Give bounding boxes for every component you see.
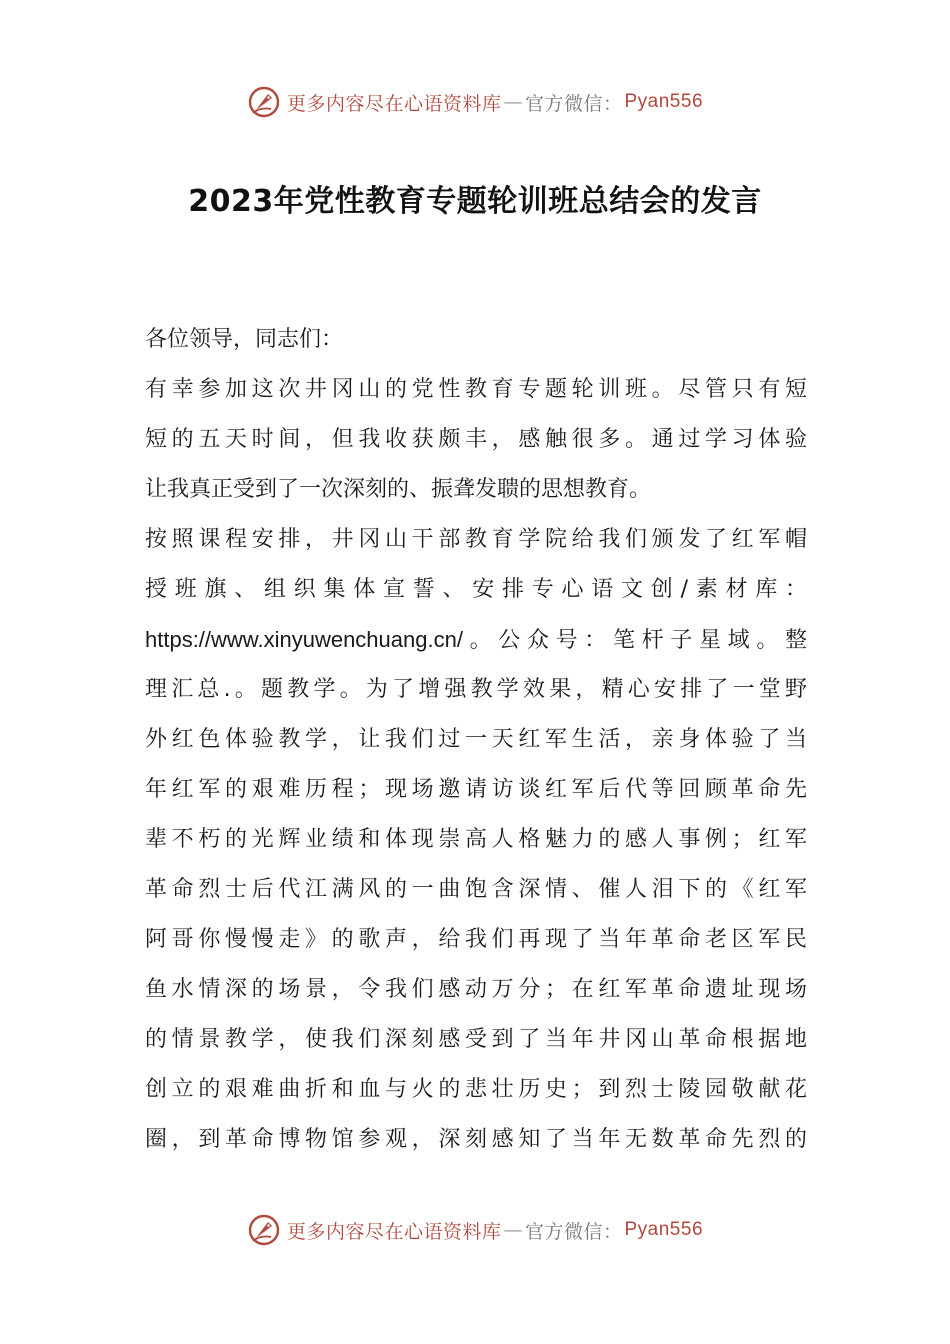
body-line-with-url: https://www.xinyuwenchuang.cn/。公众号：笔杆子星域。整 bbox=[145, 627, 807, 652]
body-line: 按照课程安排，井冈山干部教育学院给我们颁发了红军帽 bbox=[145, 527, 807, 552]
document-title: 2023年党性教育专题轮训班总结会的发言 bbox=[188, 184, 762, 219]
body-line: 理汇总.。题教学。为了增强教学效果，精心安排了一堂野 bbox=[145, 677, 807, 702]
banner-wechat-label: 官方微信： bbox=[524, 92, 623, 115]
body-line: 鱼水情深的场景，令我们感动万分；在红军革命遗址现场 bbox=[145, 977, 807, 1002]
banner-site-text: 更多内容尽在心语资料库 bbox=[286, 1220, 502, 1243]
body-line: 外红色体验教学，让我们过一天红军生活，亲身体验了当 bbox=[145, 727, 807, 752]
body-line: 辈不朽的光辉业绩和体现崇高人格魅力的感人事例；红军 bbox=[145, 827, 807, 852]
banner-separator: — bbox=[503, 91, 523, 113]
body-line: 创立的艰难曲折和血与火的悲壮历史；到烈士陵园敬献花 bbox=[145, 1077, 807, 1102]
body-line: 年红军的艰难历程；现场邀请访谈红军后代等回顾革命先 bbox=[145, 777, 807, 802]
banner-wechat-label: 官方微信： bbox=[524, 1220, 623, 1243]
banner-wechat-id: Pyan556 bbox=[624, 91, 704, 112]
banner-wechat-id: Pyan556 bbox=[624, 1219, 704, 1240]
body-line: 的情景教学，使我们深刻感受到了当年井冈山革命根据地 bbox=[145, 1027, 807, 1052]
body-line: 短的五天时间，但我收获颇丰，感触很多。通过学习体验 bbox=[145, 427, 807, 452]
header-banner bbox=[0, 82, 950, 122]
body-line: 让我真正受到了一次深刻的、振聋发聩的思想教育。 bbox=[145, 477, 652, 502]
body-line: 阿哥你慢慢走》的歌声，给我们再现了当年革命老区军民 bbox=[145, 927, 807, 952]
salutation: 各位领导，同志们： bbox=[145, 327, 344, 352]
body-line: 革命烈士后代江满风的一曲饱含深情、催人泪下的《红军 bbox=[145, 877, 807, 902]
banner-separator: — bbox=[503, 1219, 523, 1241]
banner-site-text: 更多内容尽在心语资料库 bbox=[286, 92, 502, 115]
document-body bbox=[145, 315, 807, 1165]
pen-nib-logo-icon bbox=[247, 85, 281, 119]
body-line: 有幸参加这次井冈山的党性教育专题轮训班。尽管只有短 bbox=[145, 377, 807, 402]
body-line: 圈，到革命博物馆参观，深刻感知了当年无数革命先烈的 bbox=[145, 1127, 807, 1152]
footer-banner bbox=[0, 1210, 950, 1250]
pen-nib-logo-icon bbox=[247, 1213, 281, 1247]
body-line: 授班旗、组织集体宣誓、安排专心语文创/素材库： bbox=[145, 577, 807, 602]
